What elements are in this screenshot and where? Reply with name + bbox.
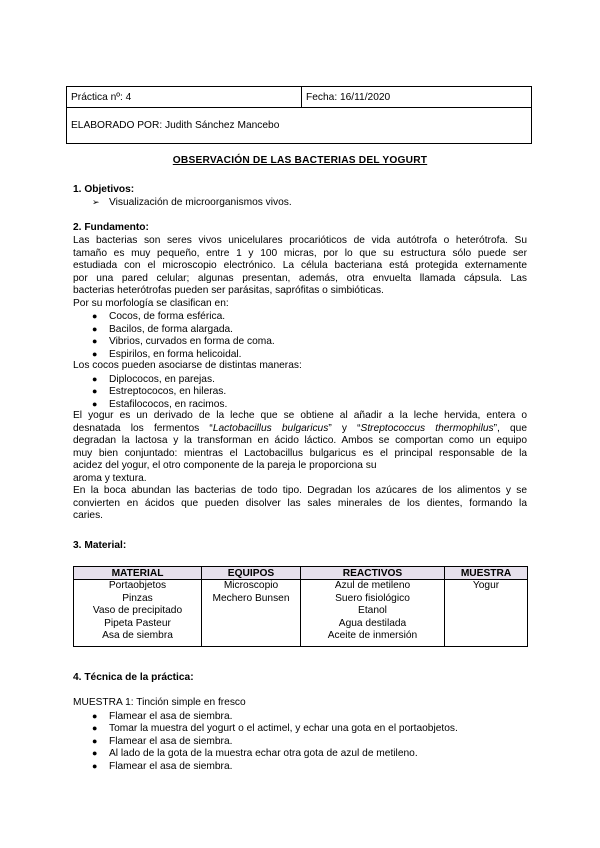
boca-line: caries. (73, 510, 104, 521)
bullet-icon: ● (92, 386, 98, 396)
bullet-icon: ● (92, 336, 98, 346)
objetivos-heading: 1. Objetivos: (73, 184, 135, 195)
yogur-line: aroma y textura. (73, 472, 147, 484)
list-item: ● Estreptococos, en hileras. (92, 386, 227, 397)
yogur-line: acidez del yogur, el otro componente de la pareja le proporciona su (73, 460, 377, 471)
yogur-line: desnatada los fermentos “Lactobacillus bulgaricus” y “Streptococcus thermophilus”, que (73, 422, 527, 434)
fundamento-line: tamaño es muy pequeño, entre 1 y 100 micras, por lo que su estructura sólo puede ser (73, 247, 527, 259)
list-item: ● Estafilococos, en racimos. (92, 398, 228, 410)
bullet-icon: ● (92, 323, 98, 334)
bullet-icon: ● (92, 710, 98, 721)
yogur-line: El yogur es un derivado de la leche que se obtiene al añadir a la leche hervida, entera o (73, 410, 527, 421)
column-header: REACTIVOS (301, 567, 445, 580)
elaborado-cell: ELABORADO POR: Judith Sánchez Mancebo (67, 108, 532, 144)
material-table (73, 566, 528, 647)
list-item: ● Espirilos, en forma helicoidal. (92, 348, 242, 360)
column-header: MATERIAL (74, 567, 202, 580)
list-item: ● Cocos, de forma esférica. (92, 311, 226, 322)
bullet-icon: ● (92, 723, 98, 733)
column-header: EQUIPOS (202, 567, 301, 580)
fecha-cell: Fecha: 16/11/2020 (302, 87, 532, 108)
practica-cell: Práctica nº: 4 (67, 87, 302, 108)
fundamento-line: estudiada con el microscopio electrónico. La célula bacteriana está protegida externamente (73, 260, 527, 271)
morfologia-intro: Por su morfología se clasifican en: (73, 297, 229, 309)
column-header: MUESTRA (445, 567, 528, 580)
bullet-icon: ● (92, 311, 98, 321)
muestra1-label: MUESTRA 1: Tinción simple en fresco (73, 697, 246, 708)
bullet-icon: ● (92, 398, 98, 409)
list-item: ● Diplococos, en parejas. (92, 373, 215, 385)
boca-line: En la boca abundan las bacterias de todo tipo. Degradan los azúcares de los alimentos y se (73, 485, 527, 496)
tecnica-heading: 4. Técnica de la práctica: (73, 672, 194, 683)
document-title: OBSERVACIÓN DE LAS BACTERIAS DEL YOGURT (172, 155, 428, 166)
list-item: ● Bacilos, de forma alargada. (92, 323, 234, 335)
arrow-bullet-icon: ➢ (92, 197, 100, 207)
material-heading: 3. Material: (73, 540, 127, 551)
boca-line: convierten en ácidos que pueden disolver las sales minerales de los dientes, formando la (73, 497, 527, 509)
objetivos-item: ➢ Visualización de microorganismos vivos. (92, 197, 292, 208)
list-item: ● Tomar la muestra del yogurt o el actimel, y echar una gota en el portaobjetos. (92, 723, 458, 734)
bullet-icon: ● (92, 373, 98, 384)
fundamento-line: bacterias heterótrofas pueden ser parásitas, saprófitas o simbióticas. (73, 285, 384, 296)
muestra-cell: Yogur (445, 580, 528, 647)
cocos-intro: Los cocos pueden asociarse de distintas maneras: (73, 360, 302, 371)
bullet-icon: ● (92, 760, 98, 771)
list-item: ● Al lado de la gota de la muestra echar otra gota de azul de metileno. (92, 748, 418, 759)
reactivos-cell: Azul de metileno Suero fisiológico Etanol Agua destilada Aceite de inmersión (301, 580, 445, 647)
list-item: ● Flamear el asa de siembra. (92, 760, 233, 772)
yogur-line: muy bien conjuntado: mientras el Lactobacillus bulgaricus es el principal responsable de la (73, 447, 527, 459)
list-item: ● Flamear el asa de siembra. (92, 710, 233, 722)
bullet-icon: ● (92, 748, 98, 758)
header-table (66, 86, 532, 144)
fundamento-heading: 2. Fundamento: (73, 222, 149, 233)
list-item: ● Vibrios, curvados en forma de coma. (92, 336, 275, 347)
bullet-icon: ● (92, 348, 98, 359)
list-item: ● Flamear el asa de siembra. (92, 735, 233, 747)
yogur-line: degradan la lactosa y la transforman en ácido láctico. Ambos se comportan como un equipo (73, 435, 527, 446)
bullet-icon: ● (92, 735, 98, 746)
fundamento-line: por una pared celular; algunas presentan, además, otra envuelta llamada cápsula. Las (73, 272, 527, 284)
fundamento-line: Las bacterias son seres vivos unicelulares procarióticos de vida autótrofa o heterótrofa. Su (73, 235, 527, 246)
equipos-cell: Microscopio Mechero Bunsen (202, 580, 301, 647)
material-cell: Portaobjetos Pinzas Vaso de precipitado Pipeta Pasteur Asa de siembra (74, 580, 202, 647)
